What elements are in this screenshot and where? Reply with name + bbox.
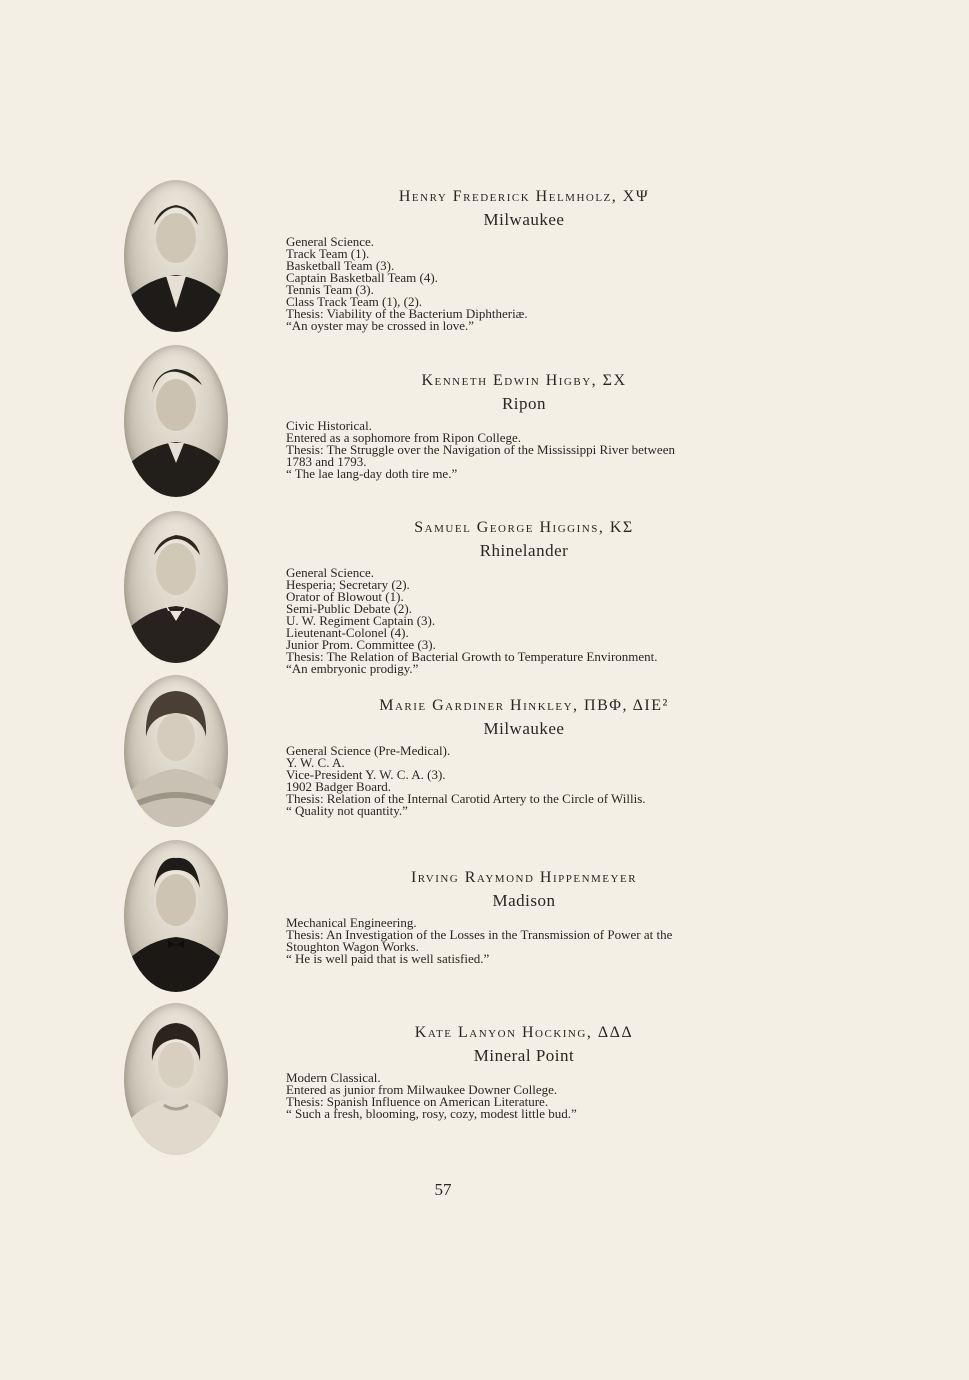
record-line: General Science. (286, 565, 375, 580)
record-line: Thesis: The Struggle over the Navigation of the Mississippi River between (286, 442, 675, 457)
record-line: “ Quality not quantity.” (286, 803, 408, 818)
student-hometown: Rhinelander (479, 541, 569, 560)
record-line: Lieutenant-Colonel (4). (286, 625, 409, 640)
student-name: Irving Raymond Hippenmeyer (410, 869, 638, 886)
record-line: Basketball Team (3). (286, 258, 395, 273)
record-line: Modern Classical. (286, 1070, 381, 1085)
record-line: Y. W. C. A. (286, 755, 345, 770)
portrait-hinkley (124, 675, 228, 827)
student-record (286, 917, 786, 965)
record-line: “ He is well paid that is well satisfied.” (286, 951, 490, 966)
record-line: General Science (Pre-Medical). (286, 743, 451, 758)
entry-hocking (286, 1024, 786, 1120)
record-line: General Science. (286, 234, 375, 249)
portrait-helmholz (124, 180, 228, 332)
record-line: Semi-Public Debate (2). (286, 601, 412, 616)
student-hometown: Milwaukee (483, 719, 565, 738)
student-name: Kenneth Edwin Higby, ΣX (421, 372, 627, 389)
record-line: Junior Prom. Committee (3). (286, 637, 436, 652)
student-hometown: Mineral Point (473, 1046, 575, 1065)
student-hometown: Milwaukee (483, 210, 565, 229)
record-line: “An oyster may be crossed in love.” (286, 318, 475, 333)
student-record (286, 1072, 786, 1120)
record-line: “An embryonic prodigy.” (286, 661, 419, 676)
entry-higby (286, 372, 786, 480)
student-record (286, 745, 786, 817)
record-line: Class Track Team (1), (2). (286, 294, 423, 309)
record-line: Thesis: Spanish Influence on American Literature. (286, 1094, 549, 1109)
record-line: Thesis: The Relation of Bacterial Growth to Temperature Environment. (286, 649, 658, 664)
student-record (286, 420, 786, 480)
record-line: Mechanical Engineering. (286, 915, 417, 930)
student-name: Marie Gardiner Hinkley, ΠΒΦ, ΔΙΕ² (379, 697, 669, 714)
entry-hinkley (286, 697, 786, 817)
student-name: Henry Frederick Helmholz, XΨ (398, 188, 650, 205)
record-line: 1783 and 1793. (286, 454, 367, 469)
record-line: Orator of Blowout (1). (286, 589, 404, 604)
record-line: Entered as a sophomore from Ripon College. (286, 430, 522, 445)
record-line: Vice-President Y. W. C. A. (3). (286, 767, 446, 782)
record-line: Thesis: An Investigation of the Losses in the Transmission of Power at the (286, 927, 673, 942)
record-line: “ Such a fresh, blooming, rosy, cozy, modest little bud.” (286, 1106, 577, 1121)
student-hometown: Madison (492, 891, 556, 910)
record-line: Stoughton Wagon Works. (286, 939, 419, 954)
portrait-hippenmeyer (124, 840, 228, 992)
record-line: Track Team (1). (286, 246, 370, 261)
entry-higgins (286, 519, 786, 675)
student-name: Kate Lanyon Hocking, ΔΔΔ (414, 1024, 634, 1041)
record-line: U. W. Regiment Captain (3). (286, 613, 436, 628)
student-record (286, 567, 786, 675)
record-line: Civic Historical. (286, 418, 372, 433)
portrait-higby (124, 345, 228, 497)
portrait-hocking (124, 1003, 228, 1155)
record-line: 1902 Badger Board. (286, 779, 392, 794)
record-line: Entered as junior from Milwaukee Downer College. (286, 1082, 558, 1097)
record-line: Hesperia; Secretary (2). (286, 577, 410, 592)
page-number: 57 (434, 1180, 452, 1199)
record-line: Thesis: Relation of the Internal Carotid Artery to the Circle of Willis. (286, 791, 646, 806)
portrait-higgins (124, 511, 228, 663)
record-line: Tennis Team (3). (286, 282, 374, 297)
entry-helmholz (286, 188, 786, 332)
student-record (286, 236, 786, 332)
student-name: Samuel George Higgins, KΣ (414, 519, 634, 536)
student-hometown: Ripon (501, 394, 547, 413)
entry-hippenmeyer (286, 869, 786, 965)
record-line: Thesis: Viability of the Bacterium Diphtheriæ. (286, 306, 528, 321)
record-line: Captain Basketball Team (4). (286, 270, 438, 285)
record-line: “ The lae lang-day doth tire me.” (286, 466, 458, 481)
